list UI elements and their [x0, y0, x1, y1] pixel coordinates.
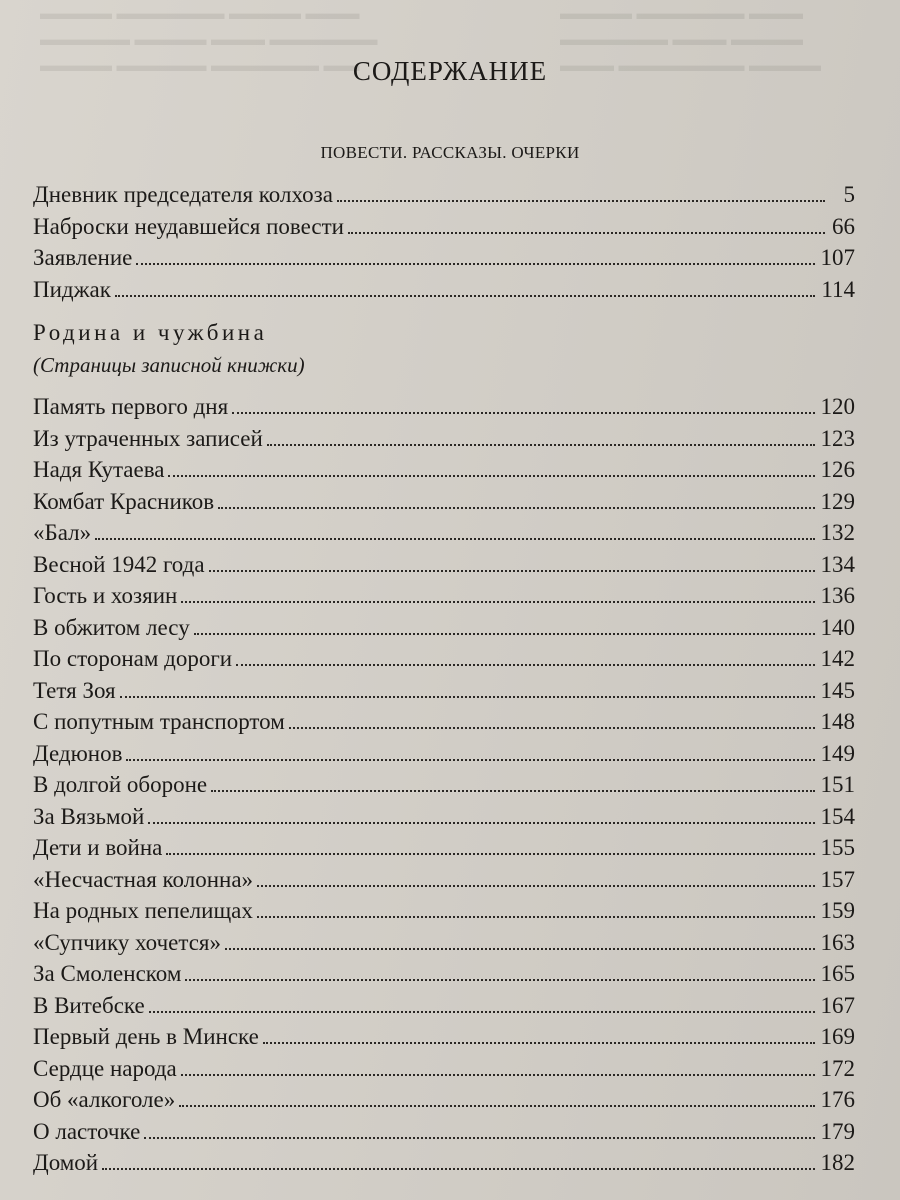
- toc-entry: [33, 517, 855, 549]
- toc-entry-title: За Смоленском: [33, 961, 182, 986]
- leader-dots: [168, 475, 814, 477]
- toc-entry-title: Весной 1942 года: [33, 551, 205, 577]
- toc-entry: [33, 391, 855, 423]
- toc-entry: [33, 274, 855, 306]
- toc-entry-page: 66: [832, 213, 855, 239]
- toc-entry-page: 163: [820, 929, 855, 955]
- toc-entry-title: В долгой обороне: [33, 772, 208, 797]
- toc-entry-title: Тетя Зоя: [33, 677, 116, 703]
- toc-entry-page: 114: [821, 276, 855, 302]
- leader-dots: [194, 633, 815, 635]
- leader-dots: [209, 570, 815, 572]
- toc-entry-title: Гость и хозяин: [33, 583, 178, 608]
- toc-entry-page: 132: [820, 520, 855, 545]
- leader-dots: [225, 948, 815, 950]
- leader-dots: [144, 1137, 814, 1139]
- toc-entry-title: «Бал»: [33, 520, 92, 545]
- toc-entry-page: 5: [843, 182, 855, 207]
- toc-entry: [33, 643, 855, 675]
- leader-dots: [95, 538, 814, 540]
- toc-entry-title: В обжитом лесу: [33, 614, 190, 640]
- toc-entry-page: 182: [820, 1150, 855, 1175]
- toc-entry-title: На родных пепелищах: [33, 898, 253, 923]
- bleed-through-text-right: ▬▬▬▬ ▬▬▬▬▬▬ ▬▬▬ ▬▬▬▬▬▬ ▬▬▬ ▬▬▬▬ ▬▬▬ ▬▬▬▬▬▬▬ ▬▬▬▬: [560, 3, 821, 75]
- toc-entry-page: 120: [820, 394, 855, 419]
- toc-entry-title: Наброски неудавшейся повести: [33, 213, 344, 239]
- toc-entry-title: Надя Кутаева: [33, 457, 165, 482]
- toc-entry-title: Пиджак: [33, 276, 111, 302]
- leader-dots: [136, 263, 814, 265]
- toc-entry: [33, 580, 855, 612]
- toc-entry-page: 157: [820, 866, 855, 892]
- toc-entry: [33, 1021, 855, 1053]
- toc-entry: [33, 454, 855, 486]
- toc-entry: [33, 486, 855, 518]
- leader-dots: [257, 885, 814, 887]
- toc-entry-page: 169: [820, 1024, 855, 1049]
- leader-dots: [185, 979, 814, 981]
- toc-entry: [33, 958, 855, 990]
- toc-entry-page: 107: [820, 245, 855, 270]
- leader-dots: [218, 507, 814, 509]
- toc-entry-title: Домой: [33, 1150, 99, 1175]
- part-title: ПОВЕСТИ. РАССКАЗЫ. ОЧЕРКИ: [320, 143, 580, 162]
- leader-dots: [148, 822, 814, 824]
- leader-dots: [181, 601, 814, 603]
- toc-entry-title: Сердце народа: [33, 1055, 177, 1081]
- toc-entry-title: О ласточке: [33, 1118, 141, 1144]
- leader-dots: [257, 916, 815, 918]
- leader-dots: [102, 1168, 814, 1170]
- toc-entry-title: Дети и война: [33, 835, 163, 860]
- toc-entry: [33, 738, 855, 770]
- toc-entry-page: 154: [820, 803, 855, 829]
- toc-entry-page: 149: [820, 740, 855, 766]
- toc-entry-page: 167: [820, 992, 855, 1018]
- toc-entry: [33, 864, 855, 896]
- leader-dots: [267, 444, 815, 446]
- toc-entry: [33, 769, 855, 801]
- toc-entry-page: 140: [820, 614, 855, 640]
- leader-dots: [166, 853, 814, 855]
- toc-entry: [33, 1147, 855, 1179]
- toc-entry: [33, 179, 855, 211]
- toc-entry: [33, 612, 855, 644]
- leader-dots: [149, 1011, 815, 1013]
- leader-dots: [181, 1074, 815, 1076]
- bleed-through-text: ▬▬▬▬ ▬▬▬▬▬▬ ▬▬▬▬ ▬▬▬ ▬▬▬▬▬ ▬▬▬▬ ▬▬▬ ▬▬▬▬▬▬ ▬▬▬▬ ▬▬▬▬▬ ▬▬▬▬▬▬ ▬▬: [40, 3, 378, 75]
- toc-entry: [33, 1084, 855, 1116]
- leader-dots: [211, 790, 814, 792]
- toc-entry-title: Комбат Красников: [33, 488, 215, 514]
- toc-entry: [33, 675, 855, 707]
- toc-entry-page: 129: [820, 488, 855, 514]
- toc-entry-title: С попутным транспортом: [33, 709, 285, 734]
- toc-entry-page: 159: [820, 898, 855, 923]
- toc-entry-page: 176: [820, 1087, 855, 1112]
- toc-entry-title: За Вязьмой: [33, 803, 145, 829]
- toc-entry-page: 165: [820, 961, 855, 986]
- toc-entry-page: 136: [820, 583, 855, 608]
- toc-entry: [33, 1116, 855, 1148]
- section-title: Родина и чужбина: [33, 320, 268, 345]
- toc-entry-title: В Витебске: [33, 992, 145, 1018]
- toc-entry: [33, 895, 855, 927]
- toc-entry-page: 134: [820, 551, 855, 577]
- leader-dots: [263, 1042, 815, 1044]
- toc-entry-title: Заявление: [33, 245, 133, 270]
- toc-entry: [33, 801, 855, 833]
- toc-entry: [33, 1053, 855, 1085]
- toc-entry: [33, 990, 855, 1022]
- leader-dots: [232, 412, 814, 414]
- leader-dots: [120, 696, 815, 698]
- toc-entry-title: Дедюнов: [33, 740, 123, 766]
- leader-dots: [179, 1105, 814, 1107]
- toc-entry-page: 148: [820, 709, 855, 734]
- toc-entry: [33, 242, 855, 274]
- leader-dots: [115, 295, 815, 297]
- toc-entry-title: Дневник председателя колхоза: [33, 182, 333, 207]
- toc-list-group1: [33, 179, 855, 305]
- toc-entry-page: 142: [820, 646, 855, 671]
- leader-dots: [348, 232, 825, 234]
- leader-dots: [337, 200, 825, 202]
- toc-entry-title: «Несчастная колонна»: [33, 866, 254, 892]
- toc-entry: [33, 211, 855, 243]
- toc-entry-title: Из утраченных записей: [33, 425, 263, 451]
- toc-entry-page: 172: [820, 1055, 855, 1081]
- toc-entry: [33, 832, 855, 864]
- toc-entry: [33, 927, 855, 959]
- toc-entry-title: Первый день в Минске: [33, 1024, 259, 1049]
- toc-entry-title: «Супчику хочется»: [33, 929, 221, 955]
- toc-entry-title: Об «алкоголе»: [33, 1087, 176, 1112]
- leader-dots: [126, 759, 814, 761]
- toc-entry: [33, 549, 855, 581]
- toc-entry-title: По сторонам дороги: [33, 646, 233, 671]
- toc-entry: [33, 423, 855, 455]
- page-title: СОДЕРЖАНИЕ: [352, 56, 548, 86]
- toc-list-group2: [33, 391, 855, 1179]
- toc-entry-page: 145: [820, 677, 855, 703]
- toc-entry-page: 126: [820, 457, 855, 482]
- toc-entry-page: 179: [820, 1118, 855, 1144]
- leader-dots: [289, 727, 815, 729]
- section-subtitle: (Страницы записной книжки): [33, 353, 305, 377]
- toc-entry: [33, 706, 855, 738]
- leader-dots: [236, 664, 814, 666]
- toc-entry-title: Память первого дня: [33, 394, 229, 419]
- toc-entry-page: 123: [820, 425, 855, 451]
- toc-entry-page: 151: [820, 772, 855, 797]
- toc-entry-page: 155: [820, 835, 855, 860]
